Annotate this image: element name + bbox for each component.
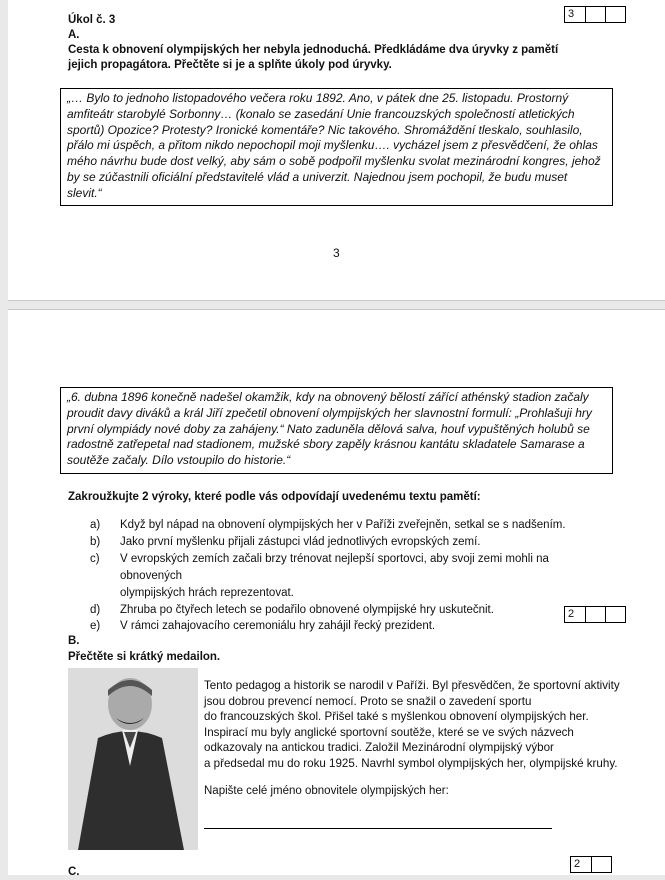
option-letter: c) — [90, 552, 100, 565]
option-letter: a) — [90, 519, 101, 531]
medallion-text — [204, 678, 620, 772]
option-text: Jako první myšlenku přijali zástupci vlád jednotlivých evropských zemí. — [120, 535, 481, 548]
task-title: Úkol č. 3 — [68, 14, 116, 26]
quote-line: „… Bylo to jednoho listopadového večera roku 1892. Ano, v pátek dne 25. listopadu. Prostorný — [67, 91, 569, 105]
document-page-2 — [8, 309, 665, 878]
instruction-text: Zakroužkujte 2 výroky, které podle vás odpovídají uvedenému textu pamětí: — [68, 491, 481, 503]
options-list — [90, 517, 610, 635]
option-text-cont: olympijských hrách reprezentovat. — [120, 586, 294, 599]
medallion-line: a předsedal mu do roku 1925. Navrhl symbol olympijských her, olympijské kruhy. — [204, 756, 618, 770]
score-value: 2 — [568, 608, 575, 620]
medallion-line: odkazovaly na antickou tradici. Založil Mezinárodní olympijský výbor — [204, 741, 554, 755]
option-text: V evropských zemích začali brzy trénovat nejlepší sportovci, aby svoji zemi mohli na obnovených — [120, 552, 549, 582]
option-letter: b) — [90, 535, 101, 548]
option-text: V rámci zahajovacího ceremoniálu hry zahájil řecký prezident. — [120, 620, 436, 633]
quote-line: slevit.“ — [67, 185, 102, 200]
quote-line: „6. dubna 1896 konečně nadešel okamžik, kdy na obnovený bělostí zářící athénský stadion začaly — [67, 390, 589, 404]
question-text: Napište celé jméno obnovitele olympijských her: — [204, 785, 449, 797]
memoir-quote-1 — [60, 88, 613, 206]
score-value: 2 — [574, 858, 581, 870]
option-d[interactable] — [90, 602, 610, 619]
option-text: Když byl nápad na obnovení olympijských her v Paříži zveřejněn, setkal se s nadšením. — [120, 519, 566, 531]
option-a[interactable] — [90, 517, 610, 534]
portrait-image — [68, 668, 198, 850]
quote-line: amfiteátr starobylé Sorbonny… (konalo se zasedání Unie francouzských společností atletických — [67, 106, 575, 121]
score-value: 3 — [568, 8, 575, 20]
score-cell-empty[interactable] — [591, 857, 611, 872]
option-e[interactable] — [90, 618, 610, 635]
quote-line: by se zúčastnili oficiální představitelé vlád a univerzit. Najednou jsem pochopil, že budu muset — [67, 169, 568, 184]
quote-line: první olympiády nové doby za zahájeny.“ Nato zaduněla dělová salva, houf vypuštěných holubů se — [67, 421, 590, 436]
option-b[interactable] — [90, 534, 610, 551]
score-box — [564, 606, 626, 623]
part-b-instruction: Přečtěte si krátký medailon. — [68, 651, 221, 663]
quote-line: radostně zatřepetal nad stadionem, mužské sbory zapěly krásnou kantátu skladatele Samarase a — [67, 437, 585, 452]
quote-line: mého návrhu bude dost velký, aby sám o sobě podpořil myšlenku svolat mezinárodní kongres, jehož — [67, 154, 601, 169]
option-letter: d) — [90, 603, 101, 616]
option-letter: e) — [90, 620, 101, 633]
option-text: Zhruba po čtyřech letech se podařilo obnovené olympijské hry uskutečnit. — [120, 603, 494, 616]
quote-line: přálo mi úspěch, a přitom nikdo nepochopil moji myšlenku…. vycházel jsem z přesvědčení, že ohlas — [67, 138, 598, 153]
score-box — [564, 6, 626, 23]
intro-text: Cesta k obnovení olympijských her nebyla jednoduchá. Předkládáme dva úryvky z pamětí jejich propagátora. Přečtěte si je a splňte úkoly pod úryvky. — [68, 44, 559, 71]
medallion-line: do francouzských škol. Přišel také s myšlenkou obnovení olympijských her. — [204, 710, 589, 724]
medallion-line: Tento pedagog a historik se narodil v Paříži. Byl přesvědčen, že sportovní aktivity — [204, 679, 620, 692]
document-page-1 — [8, 0, 665, 301]
memoir-quote-2 — [60, 387, 613, 474]
score-cell-empty[interactable] — [585, 607, 605, 622]
score-cell-empty[interactable] — [585, 7, 605, 22]
score-cell-empty[interactable] — [605, 7, 625, 22]
part-label: A. — [68, 29, 80, 41]
part-b-label: B. — [68, 635, 80, 647]
portrait-photo — [68, 668, 198, 850]
option-c[interactable] — [90, 551, 610, 602]
medallion-line: Inspirací mu byly anglické sportovní soutěže, které se ve svých názvech — [204, 725, 574, 739]
quote-line: sportů) Opozice? Protesty? Ironické komentáře? Nic takového. Shromáždění tleskalo, souhlasilo, — [67, 122, 583, 137]
answer-line[interactable] — [204, 828, 552, 829]
quote-line: proudit davy diváků a král Jiří zpečetil obnovení olympijských her slavnostní formulí: „Prohlašuji hry — [67, 405, 592, 420]
score-box — [570, 856, 612, 873]
score-cell-empty[interactable] — [605, 607, 625, 622]
quote-line: soutěže začaly. Dílo vstoupilo do historie.“ — [67, 453, 291, 468]
medallion-line: jsou dobrou prevencí nemocí. Proto se snažil o zavedení sportu — [204, 694, 532, 708]
part-c-label: C. — [68, 866, 80, 878]
page-number: 3 — [333, 246, 340, 260]
